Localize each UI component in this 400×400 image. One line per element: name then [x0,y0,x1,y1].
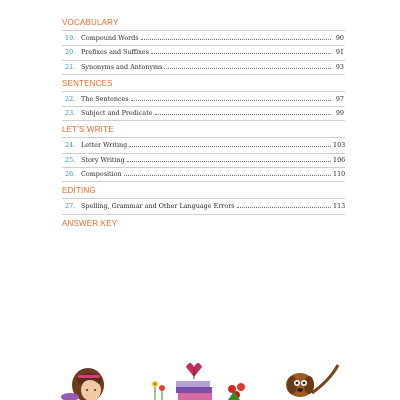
leader-dots [237,207,331,208]
toc-entry[interactable] [62,200,345,214]
section-sentences [62,77,345,122]
entry-number: 22. [65,94,76,103]
entry-page: 103 [333,141,346,150]
entry-number: 23. [65,109,76,118]
section-heading: LET'S WRITE [62,125,114,135]
leader-dots [151,53,331,54]
entry-title: Letter Writing [81,141,128,150]
entry-page: 93 [335,62,344,71]
entry-title: Composition [81,170,122,179]
entry-number: 25. [65,155,76,164]
entry-number: 19. [65,34,76,42]
dog-illustration [286,365,338,397]
leader-dots [129,146,331,147]
section-heading: VOCABULARY [62,18,119,27]
entry-number: 27. [65,202,76,211]
entry-title: The Sentences [81,94,129,103]
entry-title: Story Writing [81,155,125,164]
section-heading: SENTENCES [62,78,113,88]
leader-dots [127,161,331,162]
section-answer-key [62,217,345,231]
entry-title: Compound Words [81,34,139,42]
section-lets-write [62,123,345,182]
red-flowers-illustration [228,383,245,400]
table-of-contents [62,16,345,233]
leader-dots [131,100,331,101]
entry-number: 26. [65,170,76,179]
entry-title: Prefixes and Suffixes [81,48,149,57]
entry-page: 113 [333,202,346,211]
entry-number: 21. [65,62,76,71]
toc-entry[interactable] [62,93,345,107]
entry-page: 110 [333,170,346,179]
flowers-illustration [152,381,165,400]
section-heading: ANSWER KEY [62,218,118,228]
entry-number: 24. [65,141,76,150]
entry-page: 90 [335,34,344,42]
entry-page: 97 [335,94,344,103]
toc-entry[interactable] [62,61,345,75]
section-heading: EDITING [62,186,96,196]
entry-title: Subject and Predicate [81,109,153,118]
toc-entry[interactable] [62,107,345,121]
entry-title: Synonyms and Antonyms [81,62,163,71]
entry-number: 20. [65,48,76,57]
leader-dots [155,114,331,115]
section-editing [62,184,345,214]
toc-entry[interactable] [62,168,345,182]
leader-dots [141,39,332,40]
entry-page: 91 [335,48,344,57]
leader-dots [164,68,331,69]
books-illustration [176,363,212,400]
toc-entry[interactable] [62,32,345,46]
section-vocabulary [62,16,345,75]
entry-page: 99 [335,109,344,118]
leader-dots [124,175,331,176]
toc-entry[interactable] [62,154,345,168]
entry-title: Spelling, Grammar and Other Language Errors [81,202,235,211]
girl-illustration [61,368,104,400]
entry-page: 106 [333,155,346,164]
toc-entry[interactable] [62,46,345,60]
toc-entry[interactable] [62,139,345,153]
decorative-illustration [0,345,400,400]
